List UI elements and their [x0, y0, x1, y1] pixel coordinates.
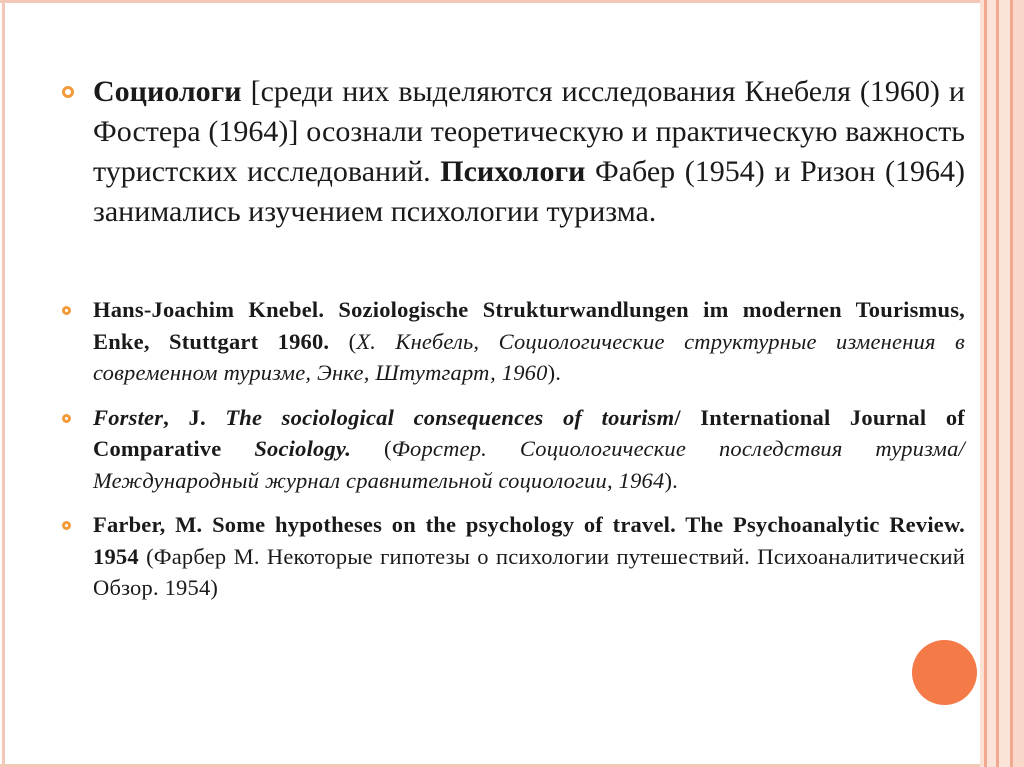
ref-knebel-close: ).	[547, 360, 562, 385]
main-bullet	[60, 72, 965, 232]
ref-forster-open: (	[351, 436, 392, 461]
bullet-circle-icon	[62, 521, 71, 530]
slide-content	[60, 72, 965, 617]
stripe	[1013, 0, 1024, 767]
ref-forster-journal-end: Sociology.	[254, 436, 352, 461]
main-text-2: Фабер (1954) и Ризон (1964) занимались изучением психологии туризма.	[93, 155, 965, 228]
ref-knebel-open: (	[329, 328, 357, 354]
ref-knebel-bold: Hans-Joachim Knebel. Soziologische Strukturwandlungen im modernen Tourismus, Enke, Stuttgart 1960.	[93, 297, 965, 354]
ref-forster-initial: , J.	[163, 404, 226, 430]
left-border	[2, 0, 5, 767]
stripe	[999, 0, 1010, 767]
bullet-circle-icon	[62, 86, 74, 98]
ref-knebel-italic: Х. Кнебель, Социологические структурные изменения в современном туризме, Энке, Штутгарт, 1960	[93, 328, 965, 385]
ref-farber-bold: Farber, M. Some hypotheses on the psychology of travel. The Psychoanalytic Review. 1954	[93, 512, 965, 569]
ref-forster-author: Forster	[93, 404, 164, 430]
right-decorative-stripes	[980, 0, 1024, 767]
main-bold-sociologists: Социологи	[93, 75, 242, 108]
ref-forster-italic: Форстер. Социологические последствия туризма/ Международный журнал сравнительной социологии, 1964	[93, 436, 965, 493]
decorative-circle	[912, 640, 977, 705]
reference-knebel	[60, 294, 965, 389]
bullet-circle-icon	[62, 306, 71, 315]
bullet-circle-icon	[62, 414, 71, 423]
stripe	[987, 0, 996, 767]
reference-forster	[60, 402, 965, 497]
ref-farber-normal: (Фарбер М. Некоторые гипотезы о психологии путешествий. Психоаналитический Обзор. 1954)	[93, 543, 965, 600]
main-text-1: [среди них выделяются исследования Кнебеля (1960) и Фостера (1964)] осознали теоретическую и практическую важность туристских исследований.	[93, 75, 965, 188]
reference-farber	[60, 509, 965, 604]
ref-forster-title: The sociological consequences of tourism	[225, 404, 675, 430]
ref-forster-journal: / International Journal of Comparative	[93, 404, 965, 461]
top-border	[0, 0, 984, 3]
main-bold-psychologists: Психологи	[440, 155, 586, 188]
ref-forster-close: ).	[664, 467, 678, 493]
